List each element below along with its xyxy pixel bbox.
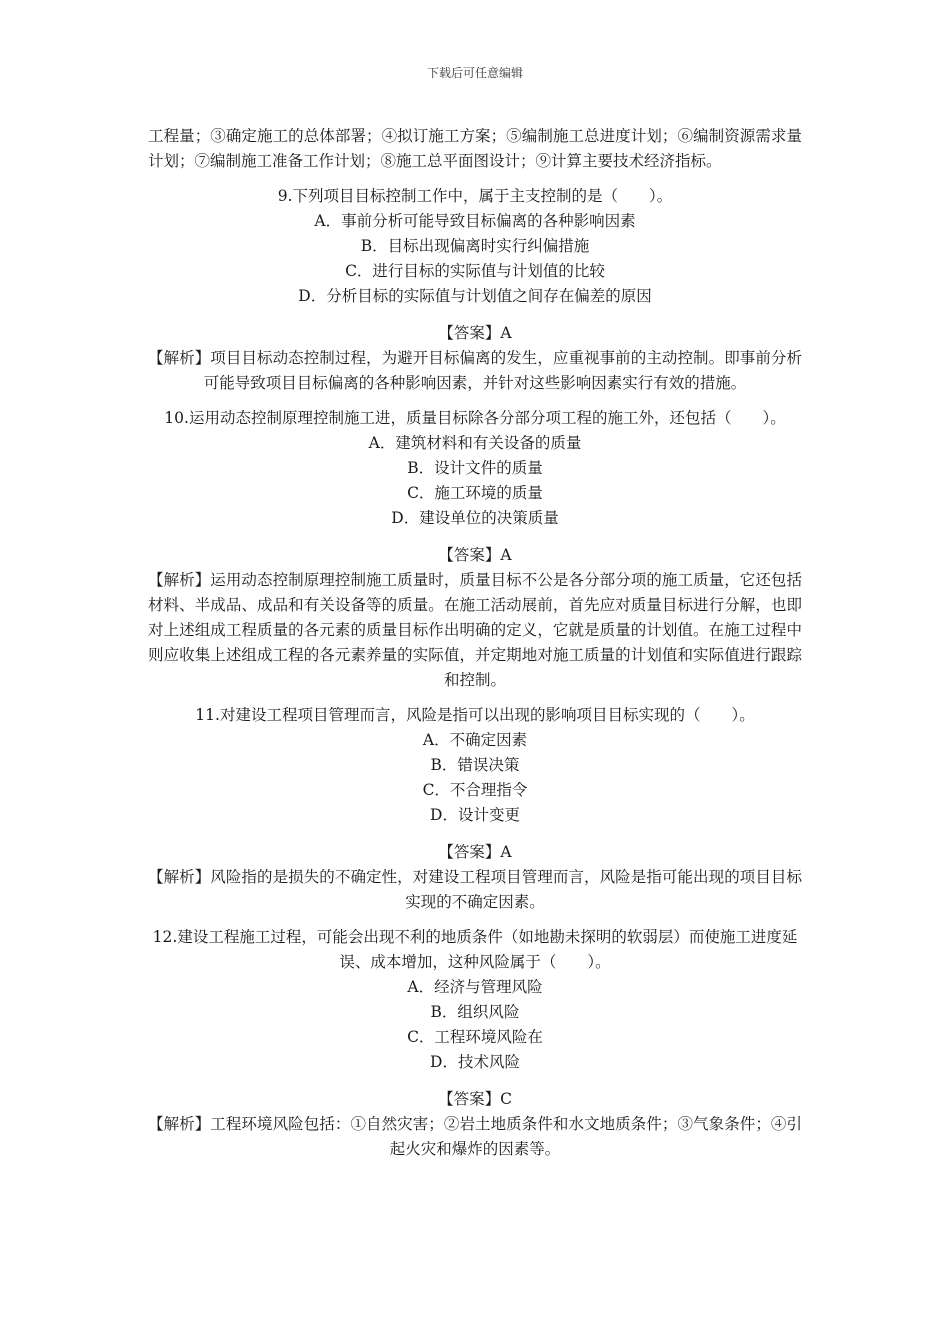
option-c: C．进行目标的实际值与计划值的比较 [345,262,605,280]
question-stem: 11.对建设工程项目管理而言，风险是指可以出现的影响项目目标实现的（ ）。 [195,706,755,724]
explanation: 【解析】工程环境风险包括：①自然灾害；②岩土地质条件和水文地质条件；③气象条件；④引起火灾和爆炸的因素等。 [148,1115,802,1158]
answer-line: 【答案】A [438,324,512,342]
option-a: A．建筑材料和有关设备的质量 [368,434,582,452]
explanation: 【解析】风险指的是损失的不确定性，对建设工程项目管理而言，风险是指可能出现的项目目标实现的不确定因素。 [148,868,802,911]
answer-line: 【答案】A [438,843,512,861]
option-d: D．设计变更 [430,806,520,824]
question-stem: 10.运用动态控制原理控制施工进，质量目标除各分部分项工程的施工外，还包括（ ）。 [164,409,786,427]
option-d: D．建设单位的决策质量 [391,509,559,527]
option-a: A．事前分析可能导致目标偏离的各种影响因素 [314,212,636,230]
answer-line: 【答案】C [438,1090,512,1108]
option-a: A．经济与管理风险 [407,978,543,996]
answer-line: 【答案】A [438,546,512,564]
document-body [148,124,802,1162]
explanation: 【解析】项目目标动态控制过程，为避开目标偏离的发生，应重视事前的主动控制。即事前分析可能导致项目目标偏离的各种影响因素，并针对这些影响因素实行有效的措施。 [148,349,802,392]
option-b: B．组织风险 [430,1003,520,1021]
page-header: 下载后可任意编辑 [426,66,523,80]
question-stem: 9.下列项目目标控制工作中，属于主支控制的是（ ）。 [277,187,673,205]
option-b: B．目标出现偏离时实行纠偏措施 [360,237,590,255]
option-c: C．不合理指令 [422,781,528,799]
option-b: B．设计文件的质量 [407,459,543,477]
question-stem: 12.建设工程施工过程，可能会出现不利的地质条件（如地勘未探明的软弱层）而使施工进度延误、成本增加，这种风险属于（ ）。 [152,928,798,971]
option-c: C．施工环境的质量 [407,484,543,502]
option-a: A．不确定因素 [422,731,528,749]
lead-paragraph: 工程量；③确定施工的总体部署；④拟订施工方案；⑤编制施工总进度计划；⑥编制资源需求量计划；⑦编制施工准备工作计划；⑧施工总平面图设计；⑨计算主要技术经济指标。 [148,127,802,170]
option-c: C．工程环境风险在 [407,1028,543,1046]
option-b: B．错误决策 [430,756,520,774]
option-d: D．技术风险 [430,1053,520,1071]
explanation: 【解析】运用动态控制原理控制施工质量时，质量目标不公是各分部分项的施工质量，它还包括材料、半成品、成品和有关设备等的质量。在施工活动展前，首先应对质量目标进行分解，也即对上述组成工程质量的各元素的质量目标作出明确的定义，它就是质量的计划值。在施工过程中则应收集上述组成工程的各元素养量的实际值，并定期地对施工质量的计划值和实际值进行跟踪和控制。 [148,571,802,689]
option-d: D．分析目标的实际值与计划值之间存在偏差的原因 [298,287,652,305]
